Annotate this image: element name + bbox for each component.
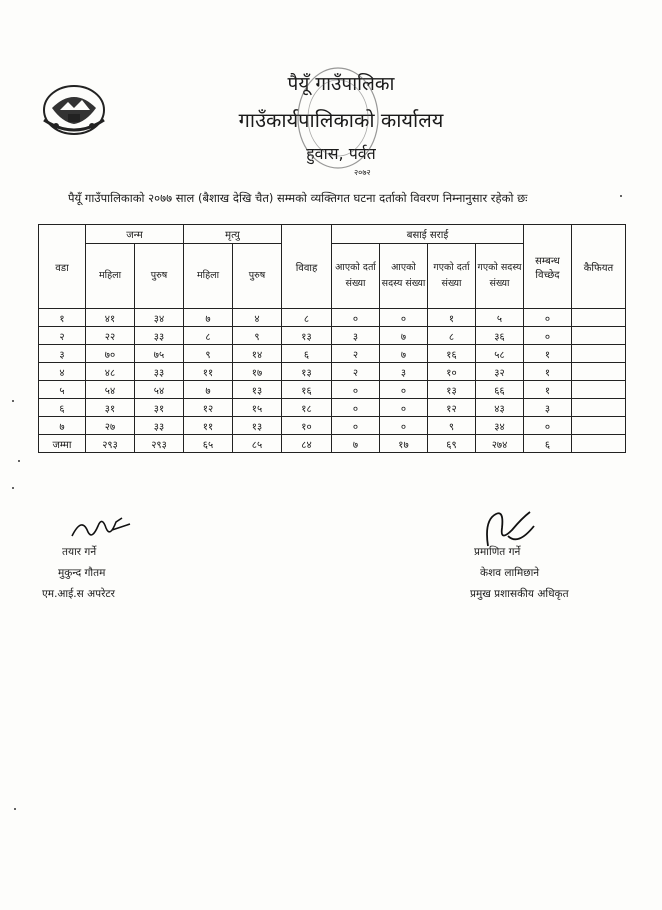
cell: ७ [380, 345, 428, 363]
cell: ८४ [282, 435, 332, 453]
cell: २७४ [476, 435, 524, 453]
cell: १३ [282, 363, 332, 381]
cell [572, 435, 626, 453]
cell: ४१ [86, 309, 135, 327]
cell: ३ [332, 327, 380, 345]
scan-speck [12, 487, 14, 489]
cell: २ [332, 345, 380, 363]
cell: ९ [428, 417, 476, 435]
cell: ६५ [184, 435, 233, 453]
verified-by-label: प्रमाणित गर्ने [474, 546, 521, 558]
cell: ७ [332, 435, 380, 453]
col-birth-male: पुरुष [135, 244, 184, 309]
cell: १ [428, 309, 476, 327]
cell: ३ [524, 399, 572, 417]
cell: ४ [39, 363, 86, 381]
cell: ८ [428, 327, 476, 345]
cell: ६ [524, 435, 572, 453]
group-death: मृत्यु [184, 225, 282, 244]
table-row [39, 327, 626, 345]
group-header-row [39, 225, 626, 244]
cell: १२ [428, 399, 476, 417]
verified-by-name: केशव लामिछाने [480, 567, 540, 579]
cell: ४८ [86, 363, 135, 381]
cell: जम्मा [39, 435, 86, 453]
cell: ४३ [476, 399, 524, 417]
cell: ७ [380, 327, 428, 345]
col-remarks: कैफियत [572, 225, 626, 309]
scan-speck [620, 195, 622, 197]
table-body [39, 309, 626, 453]
cell: ३१ [135, 399, 184, 417]
table-row [39, 345, 626, 363]
cell: ४ [233, 309, 282, 327]
verified-by-block [470, 542, 569, 605]
cell: ७ [184, 309, 233, 327]
cell: ३२ [476, 363, 524, 381]
col-divorce: सम्बन्ध विच्छेद [524, 225, 572, 309]
group-migration: बसाई सराई [332, 225, 524, 244]
cell: १५ [233, 399, 282, 417]
office-address: हुवास, पर्वत [306, 144, 376, 163]
cell: १७ [380, 435, 428, 453]
cell [572, 417, 626, 435]
cell: ७५ [135, 345, 184, 363]
cell: ० [380, 399, 428, 417]
office-name: गाउँकार्यपालिकाको कार्यालय [238, 108, 444, 132]
cell: ५४ [135, 381, 184, 399]
cell: ११ [184, 417, 233, 435]
col-ward: वडा [39, 225, 86, 309]
cell: १३ [233, 381, 282, 399]
cell: २९३ [86, 435, 135, 453]
cell: ३ [380, 363, 428, 381]
municipality-name: पैयूँ गाउँपालिका [287, 73, 395, 95]
prepared-by-title: एम.आई.स अपरेटर [42, 588, 115, 600]
cell: ६ [282, 345, 332, 363]
cell: ७ [184, 381, 233, 399]
cell: १२ [184, 399, 233, 417]
table-row [39, 381, 626, 399]
cell: ९ [233, 327, 282, 345]
cell: ३३ [135, 363, 184, 381]
cell: १३ [428, 381, 476, 399]
intro-text: पैयूँ गाउँपालिकाको २०७७ साल (बैशाख देखि चैत) सम्मको व्यक्तिगत घटना दर्ताको विवरण निम्नानुसार रहेको छः [68, 191, 528, 205]
cell [572, 381, 626, 399]
cell: ५ [476, 309, 524, 327]
cell: ० [524, 417, 572, 435]
cell: १४ [233, 345, 282, 363]
cell: ११ [184, 363, 233, 381]
verified-by-title: प्रमुख प्रशासकीय अधिकृत [470, 588, 569, 600]
table-row [39, 363, 626, 381]
cell: ३ [39, 345, 86, 363]
cell: २ [39, 327, 86, 345]
cell: ३३ [135, 417, 184, 435]
cell: ६६ [476, 381, 524, 399]
col-death-male: पुरुष [233, 244, 282, 309]
cell: ० [380, 381, 428, 399]
cell: १३ [233, 417, 282, 435]
cell [572, 363, 626, 381]
prepared-by-name: मुकुन्द गौतम [58, 567, 106, 579]
cell: ८ [282, 309, 332, 327]
total-row [39, 435, 626, 453]
cell: ८ [184, 327, 233, 345]
cell: ५८ [476, 345, 524, 363]
cell: २९३ [135, 435, 184, 453]
cell [572, 327, 626, 345]
cell: ५ [39, 381, 86, 399]
cell: ८५ [233, 435, 282, 453]
cell: ० [332, 399, 380, 417]
prepared-by-block [42, 542, 115, 605]
stamp-year: २०७२ [354, 168, 371, 177]
cell: १३ [282, 327, 332, 345]
cell: ० [380, 417, 428, 435]
cell: १६ [282, 381, 332, 399]
cell: ० [332, 381, 380, 399]
cell [572, 345, 626, 363]
col-marriage: विवाह [282, 225, 332, 309]
table-row [39, 309, 626, 327]
group-birth: जन्म [86, 225, 184, 244]
cell: १० [282, 417, 332, 435]
col-death-female: महिला [184, 244, 233, 309]
cell: ० [524, 309, 572, 327]
cell: ६ [39, 399, 86, 417]
cell: २ [332, 363, 380, 381]
cell: २७ [86, 417, 135, 435]
office-stamp [292, 62, 384, 174]
cell: १८ [282, 399, 332, 417]
cell: ० [332, 309, 380, 327]
vital-events-table [38, 224, 626, 453]
scan-speck [12, 400, 14, 402]
table-row [39, 417, 626, 435]
prepared-by-label: तयार गर्ने [62, 546, 97, 558]
cell: ३४ [476, 417, 524, 435]
cell: १७ [233, 363, 282, 381]
cell: १६ [428, 345, 476, 363]
cell: ० [332, 417, 380, 435]
cell: ७० [86, 345, 135, 363]
cell [572, 399, 626, 417]
col-out-registrations: गएको दर्ता संख्या [428, 244, 476, 309]
cell: ५४ [86, 381, 135, 399]
cell: ७ [39, 417, 86, 435]
col-out-members: गएको सदस्य संख्या [476, 244, 524, 309]
table-row [39, 399, 626, 417]
cell: १ [524, 363, 572, 381]
cell: ३६ [476, 327, 524, 345]
cell: ९ [184, 345, 233, 363]
cell: ३४ [135, 309, 184, 327]
cell: १ [524, 345, 572, 363]
col-in-members: आएको सदस्य संख्या [380, 244, 428, 309]
scan-speck [14, 808, 16, 810]
cell: ६९ [428, 435, 476, 453]
left-signature-mark [68, 512, 136, 542]
cell: १ [524, 381, 572, 399]
cell [572, 309, 626, 327]
cell: ० [380, 309, 428, 327]
col-in-registrations: आएको दर्ता संख्या [332, 244, 380, 309]
cell: ३१ [86, 399, 135, 417]
col-birth-female: महिला [86, 244, 135, 309]
cell: २२ [86, 327, 135, 345]
cell: ३३ [135, 327, 184, 345]
scan-speck [18, 460, 20, 462]
cell: १ [39, 309, 86, 327]
cell: ० [524, 327, 572, 345]
cell: १० [428, 363, 476, 381]
